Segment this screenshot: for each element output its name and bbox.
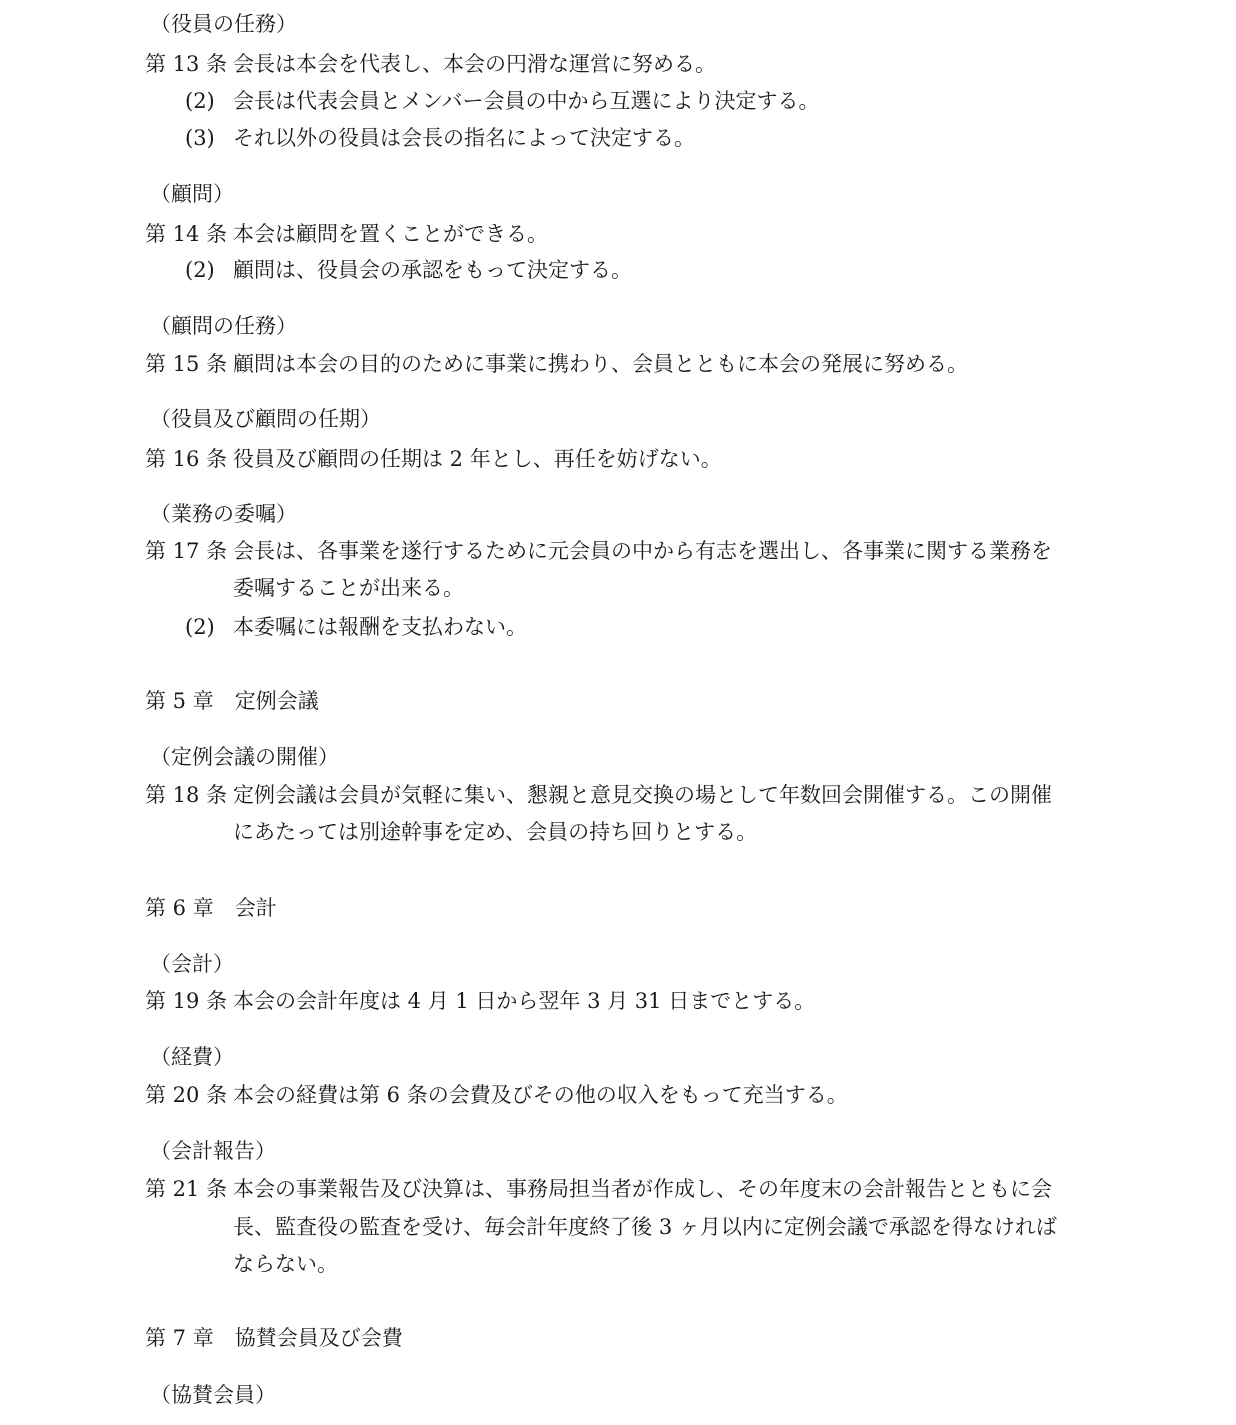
article-number: 第 16 条 (145, 447, 228, 471)
section-heading (150, 1381, 276, 1409)
clause-number: (2) (185, 615, 215, 639)
line-text: 本委嘱には報酬を支払わない。 (233, 615, 527, 639)
sub-clause (185, 256, 632, 284)
line-text: にあたっては別途幹事を定め、会員の持ち回りとする。 (233, 820, 758, 844)
article-line (145, 987, 815, 1015)
section-heading (150, 312, 297, 340)
article-number: 第 21 条 (145, 1177, 228, 1201)
line-text: 定例会議は会員が気軽に集い、懇親と意見交換の場として年数回会開催する。この開催 (233, 783, 1052, 807)
line-text: 会長は代表会員とメンバー会員の中から互選により決定する。 (233, 89, 820, 113)
article-line (145, 350, 968, 378)
line-text: 会長は本会を代表し、本会の円滑な運営に努める。 (233, 52, 716, 76)
line-text: （会計報告） (150, 1139, 276, 1163)
line-text: 顧問は、役員会の承認をもって決定する。 (233, 258, 632, 282)
section-heading (150, 10, 297, 38)
line-text: 第 5 章 定例会議 (145, 689, 319, 713)
section-heading (150, 180, 234, 208)
article-line (145, 537, 1052, 565)
section-heading (150, 500, 297, 528)
continuation-line (233, 1213, 1057, 1241)
article-line (145, 445, 722, 473)
sub-clause (185, 613, 527, 641)
section-heading (150, 950, 234, 978)
line-text: 役員及び顧問の任期は 2 年とし、再任を妨げない。 (233, 447, 722, 471)
article-number: 第 15 条 (145, 352, 228, 376)
article-line (145, 50, 716, 78)
clause-number: (2) (185, 258, 215, 282)
article-number: 第 19 条 (145, 989, 228, 1013)
line-text: （役員及び顧問の任期） (150, 407, 381, 431)
line-text: （顧問） (150, 182, 234, 206)
article-number: 第 14 条 (145, 222, 228, 246)
line-text: （会計） (150, 952, 234, 976)
line-text: （協賛会員） (150, 1383, 276, 1407)
line-text: それ以外の役員は会長の指名によって決定する。 (233, 126, 695, 150)
sub-clause (185, 87, 820, 115)
section-heading (150, 1137, 276, 1165)
continuation-line (233, 1250, 338, 1278)
line-text: 本会の事業報告及び決算は、事務局担当者が作成し、その年度末の会計報告とともに会 (233, 1177, 1052, 1201)
article-line (145, 220, 548, 248)
line-text: 委嘱することが出来る。 (233, 576, 464, 600)
line-text: 第 7 章 協賛会員及び会費 (145, 1326, 403, 1350)
clause-number: (2) (185, 89, 215, 113)
line-text: （業務の委嘱） (150, 502, 297, 526)
chapter-title (145, 1324, 403, 1352)
line-text: ならない。 (233, 1252, 338, 1276)
article-number: 第 20 条 (145, 1083, 228, 1107)
article-number: 第 18 条 (145, 783, 228, 807)
line-text: （経費） (150, 1045, 234, 1069)
line-text: 会長は、各事業を遂行するために元会員の中から有志を選出し、各事業に関する業務を (233, 539, 1052, 563)
line-text: 本会の会計年度は 4 月 1 日から翌年 3 月 31 日までとする。 (233, 989, 816, 1013)
sub-clause (185, 124, 695, 152)
line-text: 本会は顧問を置くことができる。 (233, 222, 548, 246)
article-number: 第 17 条 (145, 539, 228, 563)
line-text: （定例会議の開催） (150, 745, 339, 769)
article-line (145, 781, 1052, 809)
line-text: 顧問は本会の目的のために事業に携わり、会員とともに本会の発展に努める。 (233, 352, 968, 376)
article-number: 第 13 条 (145, 52, 228, 76)
line-text: 長、監査役の監査を受け、毎会計年度終了後 3 ヶ月以内に定例会議で承認を得なければ (233, 1215, 1057, 1239)
line-text: 本会の経費は第 6 条の会費及びその他の収入をもって充当する。 (233, 1083, 848, 1107)
section-heading (150, 405, 381, 433)
line-text: 第 6 章 会計 (145, 896, 277, 920)
article-line (145, 1175, 1052, 1203)
continuation-line (233, 574, 464, 602)
clause-number: (3) (185, 126, 215, 150)
article-line (145, 1081, 848, 1109)
chapter-title (145, 687, 319, 715)
line-text: （役員の任務） (150, 12, 297, 36)
line-text: （顧問の任務） (150, 314, 297, 338)
continuation-line (233, 818, 757, 846)
section-heading (150, 743, 339, 771)
chapter-title (145, 894, 277, 922)
section-heading (150, 1043, 234, 1071)
